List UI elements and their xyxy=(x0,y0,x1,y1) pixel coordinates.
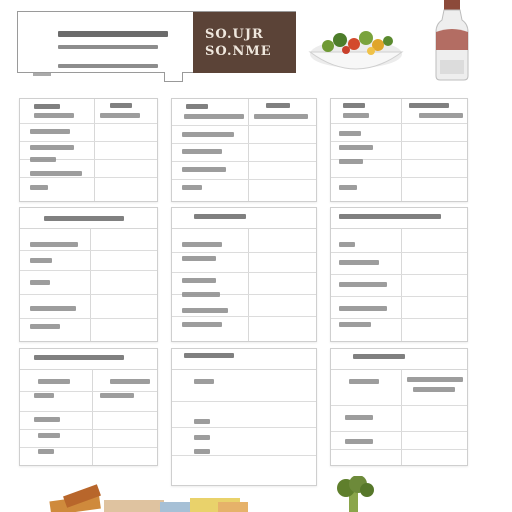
table-card-3 xyxy=(330,98,468,202)
table-card-2 xyxy=(171,98,317,202)
table-card-4 xyxy=(19,207,158,342)
header-tab-stub xyxy=(164,72,183,82)
header-tick-mark xyxy=(33,73,51,76)
bottle-icon xyxy=(434,0,470,82)
broccoli-icon xyxy=(330,476,380,512)
header-caption-text xyxy=(58,64,158,68)
header-subtitle-text xyxy=(58,45,158,49)
table-card-7 xyxy=(19,348,158,466)
table-card-5 xyxy=(171,207,317,342)
salad-bowl-icon xyxy=(306,26,406,76)
table-card-9 xyxy=(330,348,468,466)
header-title-text xyxy=(58,31,168,37)
table-card-1 xyxy=(19,98,158,202)
table-card-6 xyxy=(330,207,468,342)
table-card-8 xyxy=(171,348,317,486)
header-dark-line-1: SO.UJR xyxy=(205,26,264,42)
header-dark-line-2: SO.NME xyxy=(205,43,272,59)
header-dark-panel xyxy=(193,12,296,73)
snack-pile-icon xyxy=(30,484,260,512)
